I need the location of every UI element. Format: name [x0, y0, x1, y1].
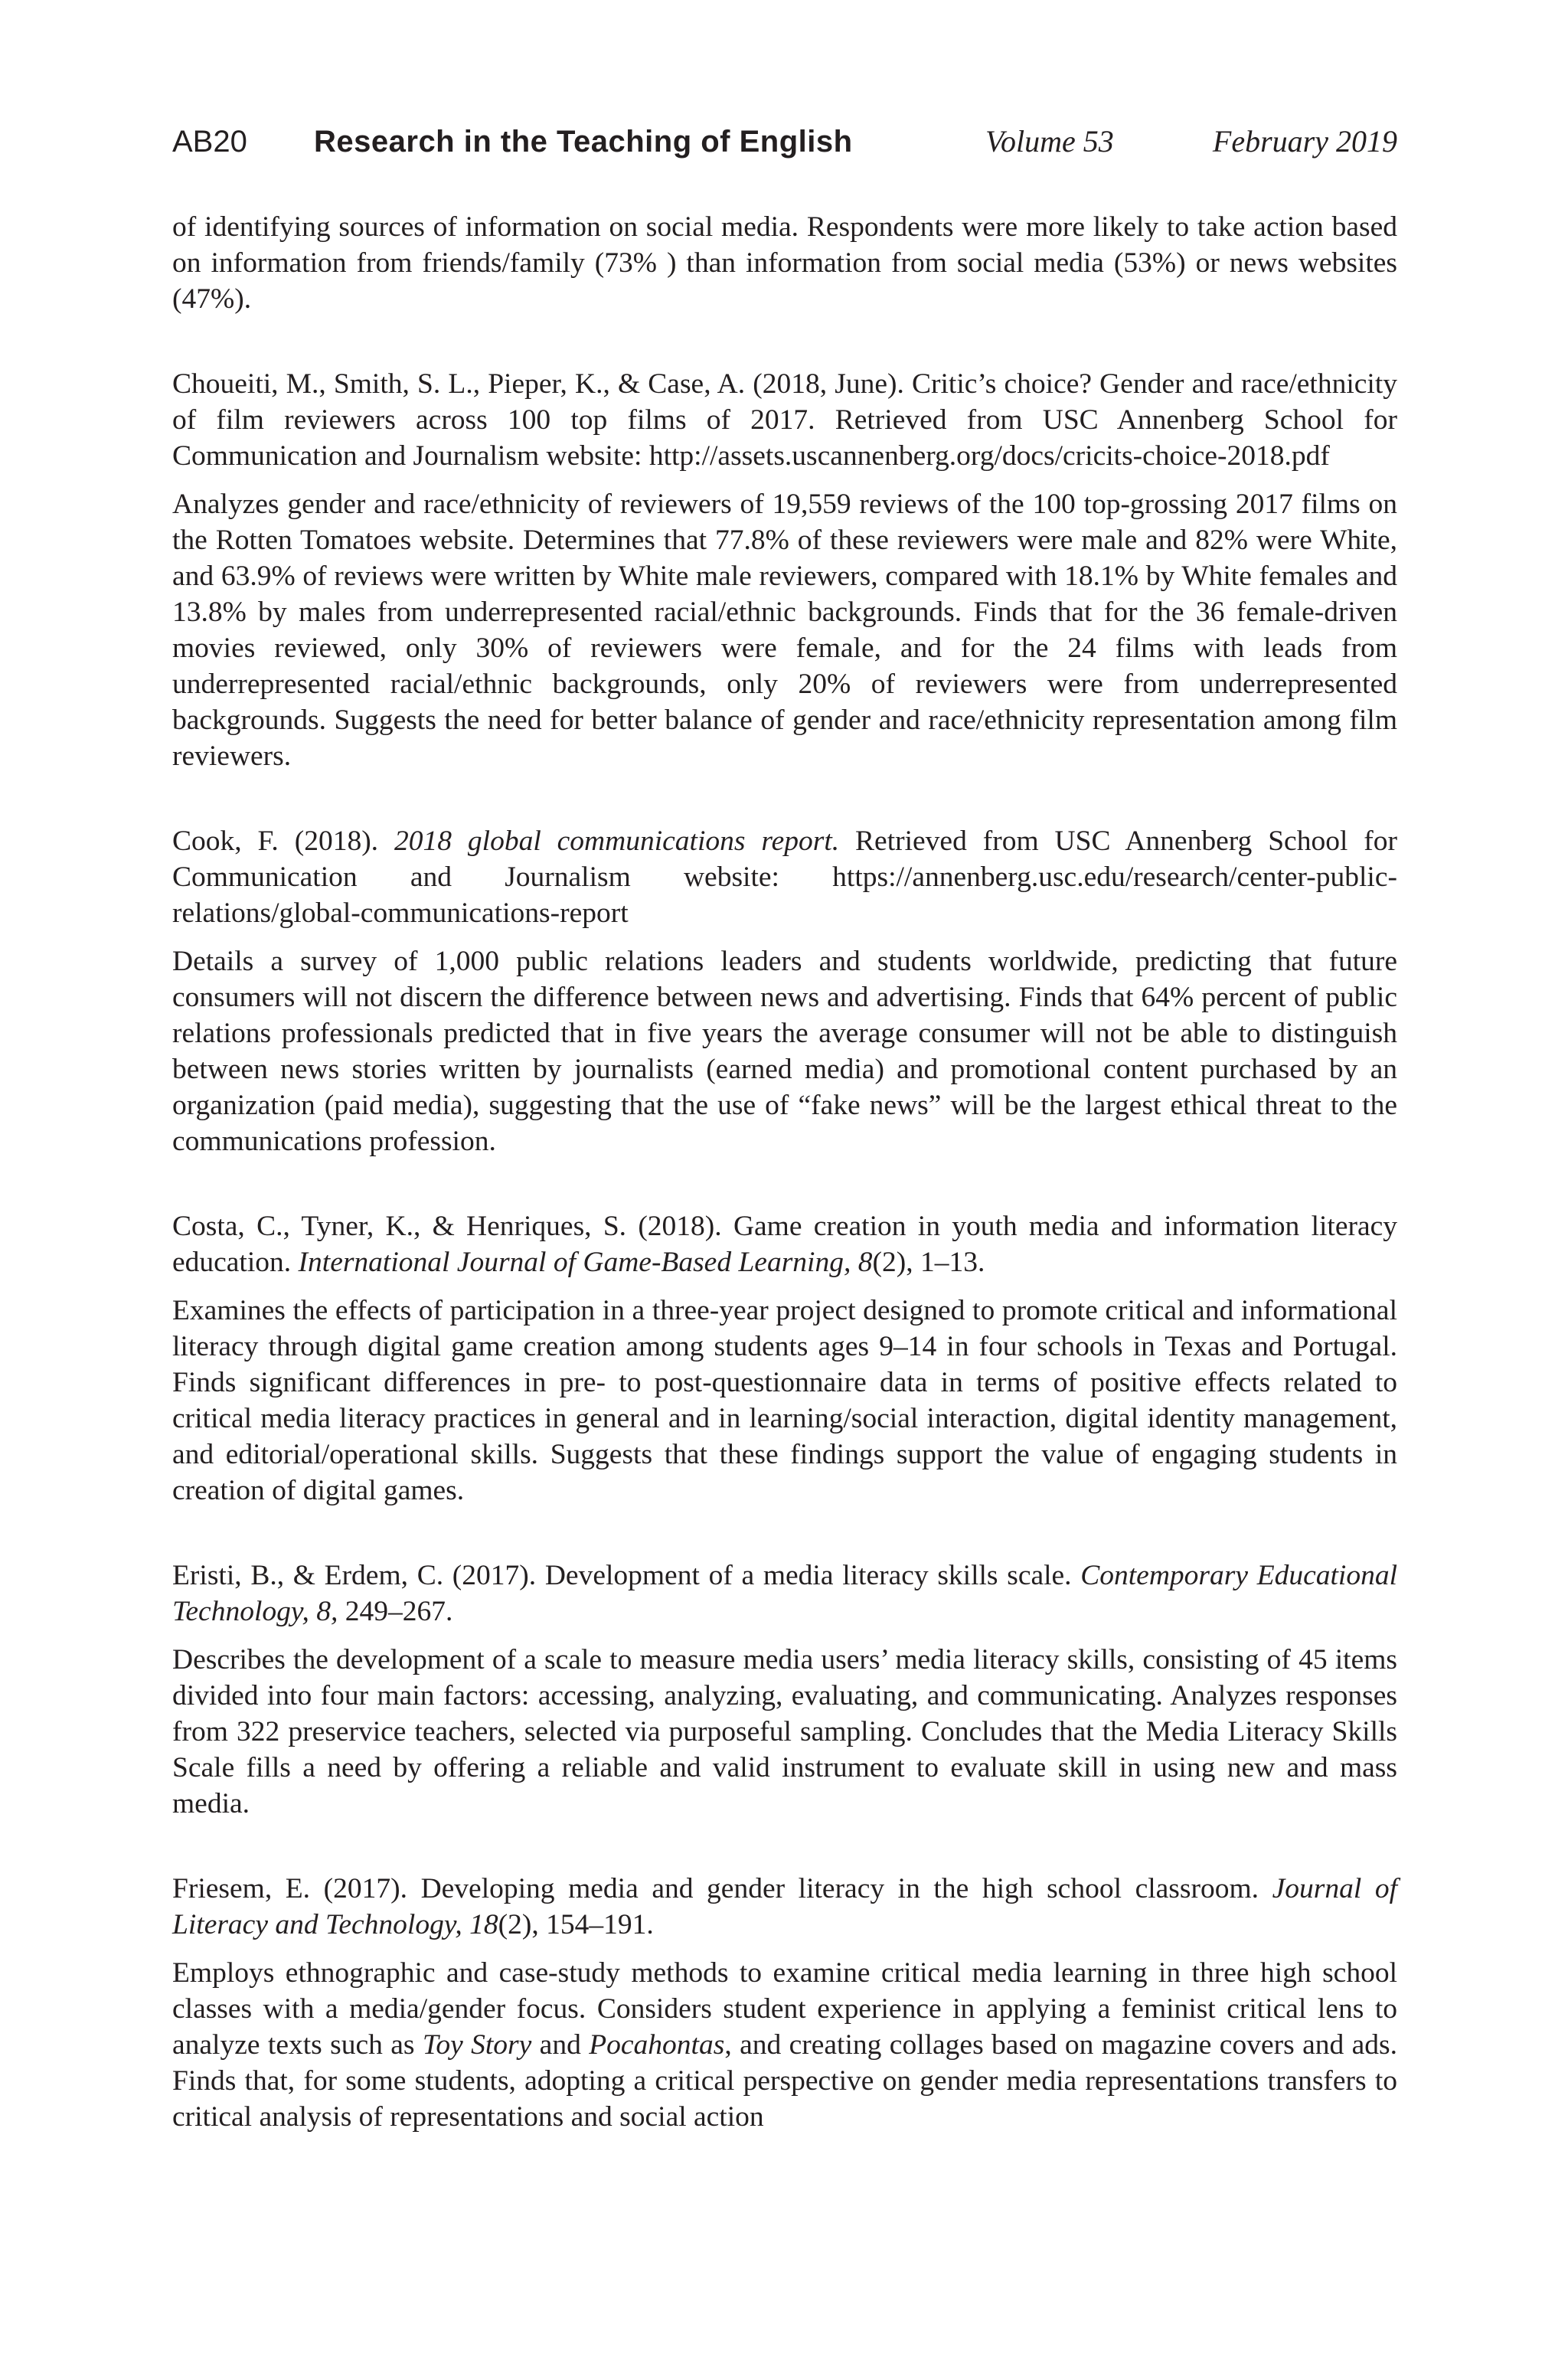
page-number: AB20	[172, 125, 247, 159]
citation-authors-title: Friesem, E. (2017). Developing media and gender literacy in the high school classroom.	[172, 1873, 1272, 1904]
page	[172, 115, 1397, 2135]
citation-cook	[172, 823, 1397, 931]
citation-pages: (2), 154–191.	[498, 1909, 654, 1940]
running-header	[172, 115, 1397, 168]
citation-costa	[172, 1208, 1397, 1280]
bibliography-body	[172, 209, 1397, 2135]
annotation-friesem	[172, 1955, 1397, 2135]
citation-journal: Contemporary Educational Technology, 8,	[172, 1560, 1397, 1627]
journal-title: Research in the Teaching of English	[314, 125, 853, 159]
continued-annotation: of identifying sources of information on social media. Respondents were more likely to take action based on information from friends/family (73% ) than information from social media (53%) or news websites (47%).	[172, 211, 1397, 315]
citation-source: Retrieved from USC Annenberg School for Communication and Journalism website: https://annenberg.usc.edu/research/center-public-relations/global-communications-report	[172, 825, 1398, 929]
citation-pages: 249–267.	[338, 1596, 453, 1627]
annotation-eristi: Describes the development of a scale to measure media users’ media literacy skills, consisting of 45 items divided into four main factors: accessing, analyzing, evaluating, and communicating. Analyzes responses from 322 preservice teachers, selected via purposeful sampling. Concludes that the Media Literacy Skills Scale fills a need by offering a reliable and valid instrument to evaluate skill in using new and mass media.	[172, 1644, 1397, 1819]
citation-eristi	[172, 1558, 1397, 1630]
annotation-text: and	[531, 2029, 590, 2061]
citation-journal: International Journal of Game-Based Learning, 8	[298, 1247, 873, 1278]
annotation-text: , and creating collages based on magazine covers and ads. Finds that, for some students, adopting a critical perspective on gender media representations transfers to critical analysis of representations and social action	[172, 2029, 1397, 2133]
citation-journal: Journal of Literacy and Technology, 18	[172, 1873, 1398, 1940]
issue-date: February 2019	[1212, 124, 1397, 159]
film-title-toy-story: Toy Story	[422, 2029, 532, 2061]
citation-report-title: 2018 global communications report.	[394, 825, 840, 857]
citation-pages: (2), 1–13.	[872, 1247, 985, 1278]
annotation-costa: Examines the effects of participation in a three-year project designed to promote critical and informational literacy through digital game creation among students ages 9–14 in four schools in Texas and Portugal. Finds significant differences in pre- to post-questionnaire data in terms of positive effects related to critical media literacy practices in general and in learning/social interaction, digital identity management, and editorial/operational skills. Suggests that these findings support the value of engaging students in creation of digital games.	[172, 1295, 1397, 1506]
film-title-pocahontas: Pocahontas	[589, 2029, 725, 2061]
citation-authors-title: Costa, C., Tyner, K., & Henriques, S. (2018). Game creation in youth media and information literacy education.	[172, 1211, 1397, 1278]
annotation-choueiti: Analyzes gender and race/ethnicity of reviewers of 19,559 reviews of the 100 top-grossing 2017 films on the Rotten Tomatoes website. Determines that 77.8% of these reviewers were male and 82% were White, and 63.9% of reviews were written by White male reviewers, compared with 18.1% by White females and 13.8% by males from underrepresented racial/ethnic backgrounds. Finds that for the 36 female-driven movies reviewed, only 30% of reviewers were female, and for the 24 films with leads from underrepresented racial/ethnic backgrounds, only 20% of reviewers were from underrepresented backgrounds. Suggests the need for better balance of gender and race/ethnicity representation among film reviewers.	[172, 489, 1397, 772]
citation-friesem	[172, 1871, 1397, 1943]
annotation-text: Employs ethnographic and case-study methods to examine critical media learning in three high school classes with a media/gender focus. Considers student experience in applying a feminist critical lens to analyze texts such as	[172, 1957, 1397, 2061]
citation-choueiti: Choueiti, M., Smith, S. L., Pieper, K., & Case, A. (2018, June). Critic’s choice? Gender and race/ethnicity of film reviewers across 100 top films of 2017. Retrieved from USC Annenberg School for Communication and Journalism website: http://assets.uscannenberg.org/docs/cricits-choice-2018.pdf	[172, 368, 1397, 472]
citation-authors-title: Eristi, B., & Erdem, C. (2017). Development of a media literacy skills scale.	[172, 1560, 1081, 1591]
citation-authors: Cook, F. (2018).	[172, 825, 394, 857]
annotation-cook: Details a survey of 1,000 public relations leaders and students worldwide, predicting that future consumers will not discern the difference between news and advertising. Finds that 64% percent of public relations professionals predicted that in five years the average consumer will not be able to distinguish between news stories written by journalists (earned media) and promotional content purchased by an organization (paid media), suggesting that the use of “fake news” will be the largest ethical threat to the communications profession.	[172, 946, 1397, 1157]
volume-number: Volume 53	[985, 124, 1114, 159]
